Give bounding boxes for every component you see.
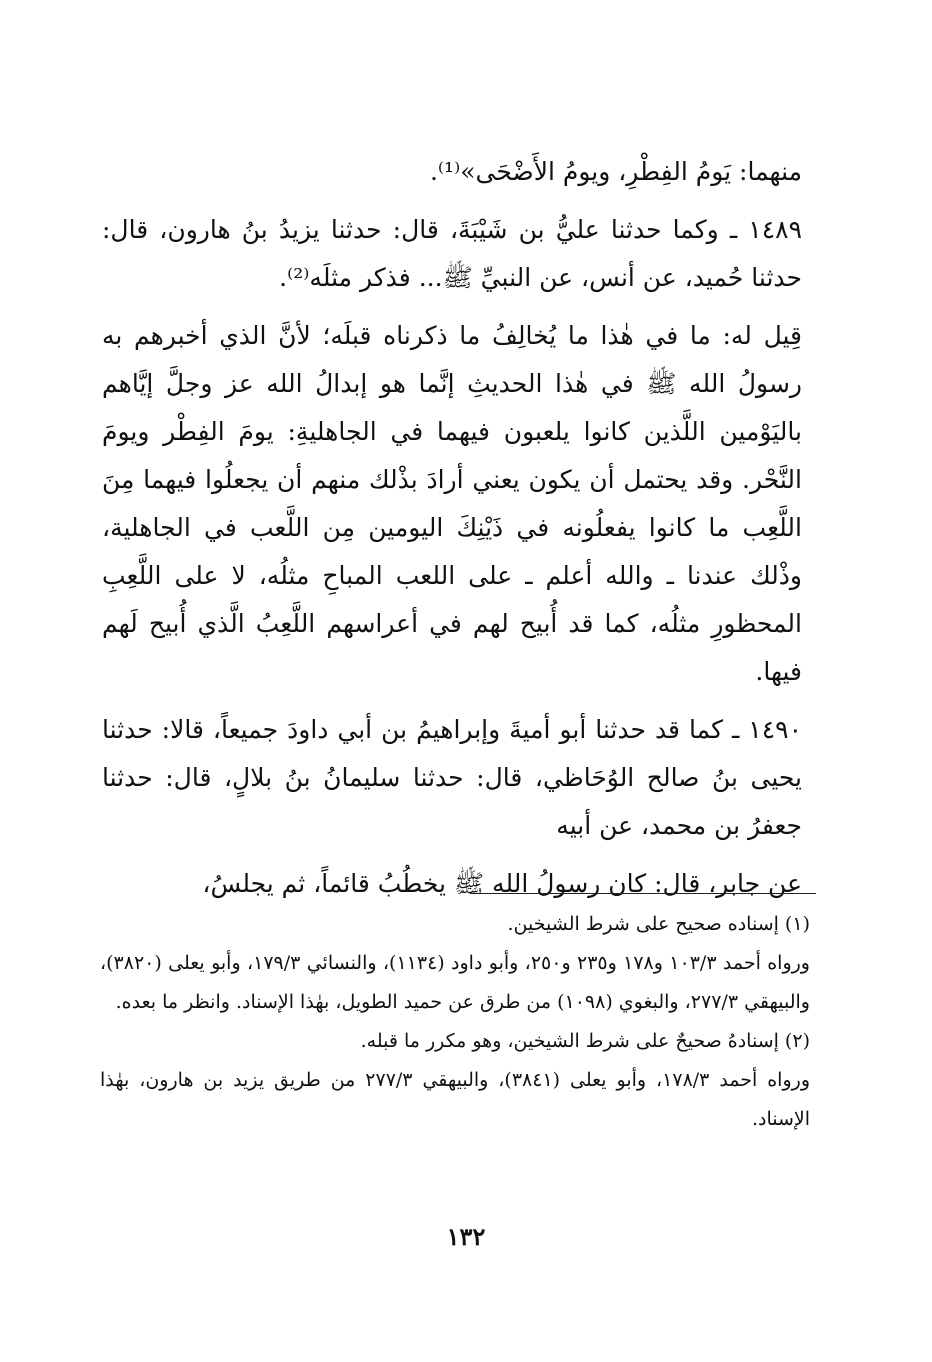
footnote-1-detail: ورواه أحمد ١٠٣/٣ و١٧٨ و٢٣٥ و٢٥٠، وأبو داود (١١٣٤)، والنسائي ١٧٩/٣، وأبو يعلى (٣٨٢٠)، والبيهقي ٢٧٧/٣، والبغوي (١٠٩٨) من طرق عن حميد الطويل، بهٰذا الإسناد. وانظر ما بعده. (100, 952, 810, 1013)
main-text (102, 148, 802, 908)
footnote-separator (470, 893, 816, 894)
paragraph-1489: ١٤٨٩ ـ وكما حدثنا عليُّ بن شَيْبَةَ، قال: حدثنا يزيدُ بنُ هارون، قال: حدثنا حُميد، عن أنس، عن النبيِّ ﷺ... فذكر مثلَه⁽²⁾. (102, 215, 802, 292)
paragraph-1490: ١٤٩٠ ـ كما قد حدثنا أبو أميةَ وإبراهيمُ بن أبي داودَ جميعاً، قالا: حدثنا يحيى بنُ صالح الوُحَاظي، قال: حدثنا سليمانُ بنُ بلالٍ، قال: حدثنا جعفرُ بن محمد، عن أبيه (102, 715, 802, 840)
footnote-2-detail: ورواه أحمد ١٧٨/٣، وأبو يعلى (٣٨٤١)، والبيهقي ٢٧٧/٣ من طريق يزيد بن هارون، بهٰذا الإسناد. (100, 1069, 810, 1130)
footnotes (100, 905, 810, 1139)
paragraph-jabir: عن جابر، قال: كان رسولُ الله ﷺ يخطُبُ قائماً، ثم يجلسُ، (202, 869, 802, 898)
footnote-1: (١) إسناده صحيح على شرط الشيخين. (507, 913, 810, 935)
paragraph-commentary: قِيل له: ما في هٰذا ما يُخالِفُ ما ذكرناه قبلَه؛ لأنَّ الذي أخبرهم به رسولُ الله ﷺ في هٰذا الحديثِ إنَّما هو إبدالُ الله عز وجلَّ إيَّاهم باليَوْمين اللَّذين كانوا يلعبون فيهما في الجاهليةِ: يومَ الفِطْر ويومَ النَّحْر. وقد يحتمل أن يكون يعني أرادَ بذْلك منهم أن يجعلُوا فيهما مِنَ اللَّعِب ما كانوا يفعلُونه في ذَيْنِكَ اليومين مِن اللَّعب في الجاهلية، وذْلك عندنا ـ والله أعلم ـ على اللعب المباحِ مثلُه، لا على اللَّعِبِ المحظورِ مثلُه، كما قد أُبيح لهم في أعراسهم اللَّعِبُ الَّذي أُبيح لَهم فيها. (102, 321, 802, 686)
paragraph-1: منهما: يَومُ الفِطْرِ، ويومُ الأَضْحَى»⁽¹⁾. (429, 157, 802, 186)
footnote-2: (٢) إسنادهُ صحيحٌ على شرط الشيخين، وهو مكرر ما قبله. (360, 1030, 810, 1052)
page-number: ١٣٢ (446, 1222, 486, 1251)
